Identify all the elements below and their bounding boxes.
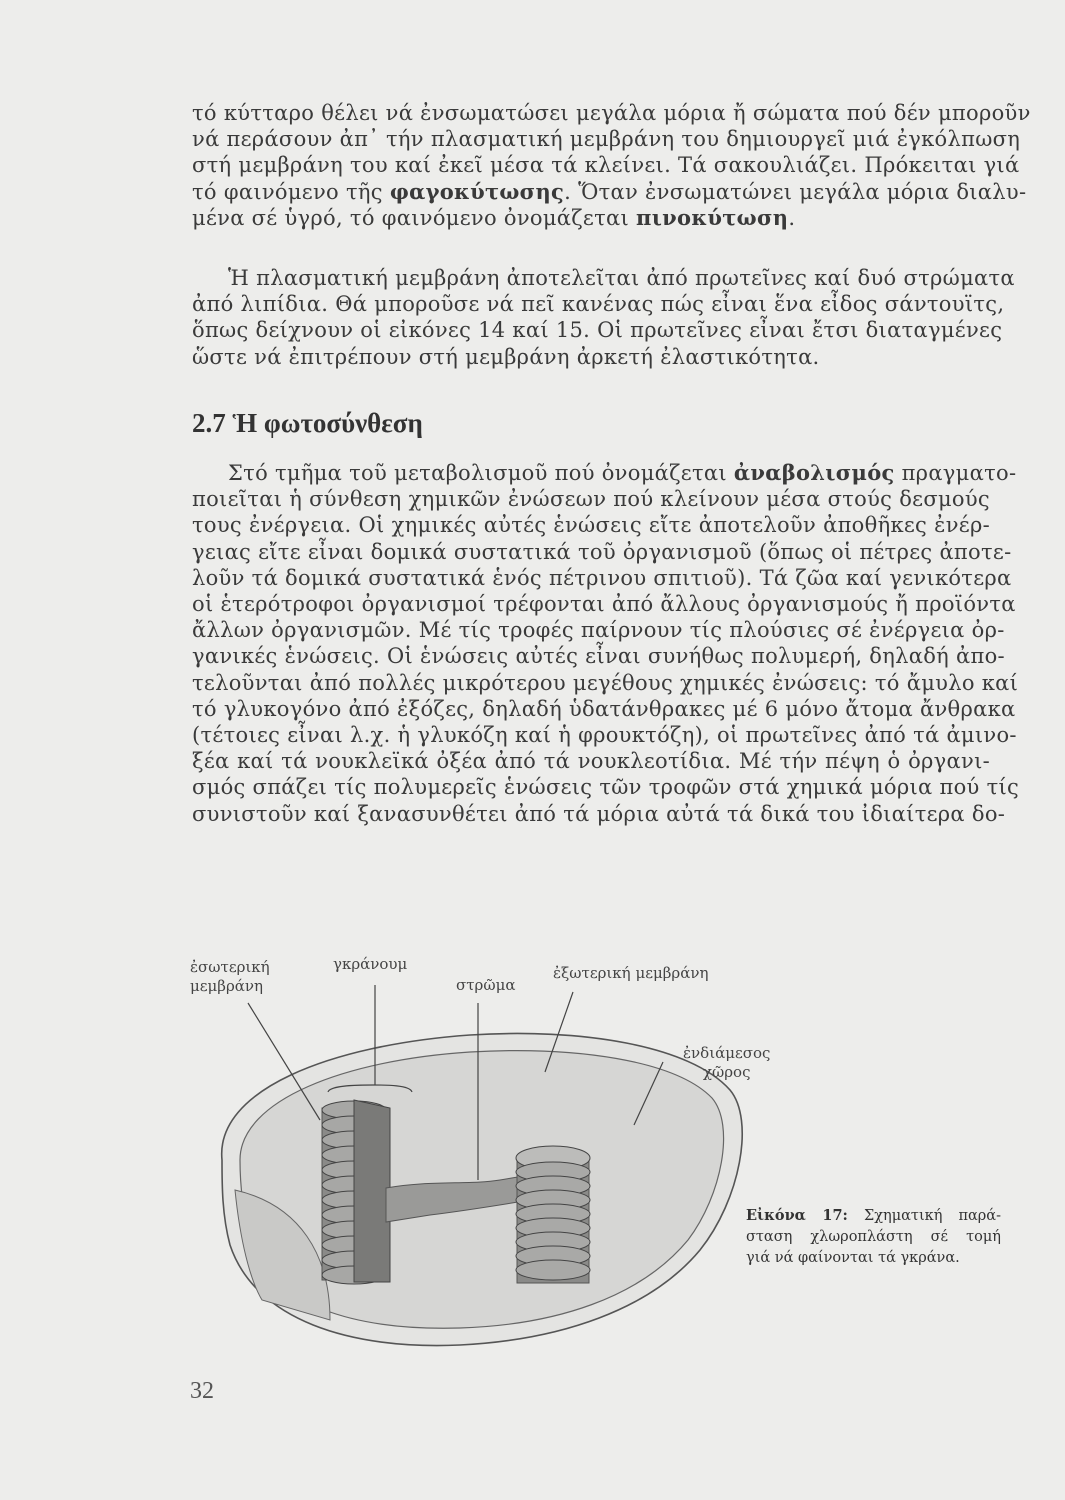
granum-left [322,1100,390,1284]
label-inner-membrane [190,958,270,996]
text-line: συνιστοῦν καί ξανασυνθέτει ἀπό τά μόρια αὐτά τά δικά του ἰδιαίτερα δο- [192,801,1006,826]
text-run: . [788,205,796,230]
label-stroma: στρῶμα [456,976,516,994]
granum-right [516,1146,590,1283]
text-line: τους ἐνέργεια. Οἱ χημικές αὐτές ἑνώσεις εἴτε ἀποτελοῦν ἀποθῆκες ἐνέρ- [192,513,990,538]
text-line: Ἡ πλασματική μεμβράνη ἀποτελεῖται ἀπό πρωτεῖνες καί δυό στρώματα [228,266,1015,290]
text-line: γειας εἴτε εἶναι δομικά συστατικά τοῦ ὀργανισμοῦ (ὅπως οἱ πέτρες ἀποτε- [192,539,1012,564]
text-line: τό γλυκογόνο ἀπό ἐξόζες, δηλαδή ὑδατάνθρακες μέ 6 μόνο ἄτομα ἄνθρακα [192,696,1016,721]
label-line: ἐσωτερική [190,958,270,976]
text-run: τό φαινόμενο τῆς [192,179,390,204]
text-line: ξέα καί τά νουκλεϊκά ὀξέα ἀπό τά νουκλεοτίδια. Μέ τήν πέψη ὁ ὀργανι- [192,749,990,774]
caption-figure-number: Εἰκόνα 17: [746,1207,848,1224]
bold-term-pinocytosis: πινοκύτωση [636,204,789,230]
text-line: ἀπό λιπίδια. Θά μποροῦσε νά πεῖ κανένας πώς εἶναι ἕνα εἶδος σάντουϊτς, [192,292,1005,317]
text-line: οἱ ἑτερότροφοι ὀργανισμοί τρέφονται ἀπό ἄλλους ὀργανισμούς ἤ προϊόντα [192,592,1016,617]
text-run: . Ὅταν ἐνσωματώνει μεγάλα μόρια διαλυ- [564,179,1027,204]
label-outer-membrane: ἐξωτερική μεμβράνη [553,964,709,982]
label-line: μεμβράνη [190,977,263,995]
text-line: ποιεῖται ἡ σύνθεση χημικῶν ἐνώσεων πού κλείνουν μέσα στούς δεσμούς [192,487,990,512]
label-intermembrane-space [683,1044,770,1082]
caption-line [746,1205,1001,1227]
caption-line: σταση χλωροπλάστη σέ τομή [746,1229,1001,1245]
caption-text: Σχηματική παρά- [847,1208,1002,1224]
bold-term-phagocytosis: φαγοκύτωσης [389,178,565,204]
text-line: σμός σπάζει τίς πολυμερεῖς ἑνώσεις τῶν τροφῶν στά χημικά μόρια πού τίς [192,775,1020,800]
text-line: λοῦν τά δομικά συστατικά ἑνός πέτρινου σπιτιοῦ). Τά ζῶα καί γενικότερα [192,565,1012,590]
text-line: (τέτοιες εἶναι λ.χ. ἡ γλυκόζη καί ἡ φρουκτόζη), οἱ πρωτεῖνες ἀπό τά ἀμινο- [192,723,1017,748]
text-run: πραγματο- [894,461,1017,485]
label-granum: γκράνουμ [333,955,408,973]
page-number: 32 [190,1378,214,1404]
text-line: στή μεμβράνη του καί ἐκεῖ μέσα τά κλείνει. Τά σακουλιάζει. Πρόκειται γιά [192,153,1020,178]
text-line: τό κύτταρο θέλει νά ἐνσωματώσει μεγάλα μόρια ἤ σώματα πού δέν μποροῦν [192,101,1031,125]
label-line: ἐνδιάμεσος [683,1044,771,1062]
caption-line: γιά νά φαίνονται τά γκράνα. [746,1250,960,1266]
text-line: ἄλλων ὀργανισμῶν. Μέ τίς τροφές παίρνουν τίς πλούσιες σέ ἐνέργεια ὀρ- [192,618,1005,643]
bold-term-anabolism: ἀναβολισμός [733,460,895,485]
text-line: ὥστε νά ἐπιτρέπουν στή μεμβράνη ἀρκετή ἐλαστικότητα. [192,344,820,369]
figure-caption [746,1205,1001,1269]
text-line: ὅπως δείχνουν οἱ εἰκόνες 14 καί 15. Οἱ πρωτεῖνες εἶναι ἔτσι διαταγμένες [192,318,1003,343]
text-line: γανικές ἑνώσεις. Οἱ ἑνώσεις αὐτές εἶναι συνήθως πολυμερή, δηλαδή ἀπο- [192,644,1005,669]
section-heading: 2.7 Ἡ φωτοσύνθεση [192,408,423,438]
text-line: νά περάσουν ἀπ᾽ τήν πλασματική μεμβράνη του δημιουργεῖ μιά ἐγκόλπωση [192,127,1021,152]
text-line: τελοῦνται ἀπό πολλές μικρότερου μεγέθους χημικές ἐνώσεις: τό ἄμυλο καί [192,670,1019,695]
text-run: Στό τμῆμα τοῦ μεταβολισμοῦ πού ὀνομάζεται [228,461,734,485]
label-line: χῶρος [702,1063,751,1081]
text-run: μένα σέ ὑγρό, τό φαινόμενο ὀνομάζεται [192,205,637,230]
